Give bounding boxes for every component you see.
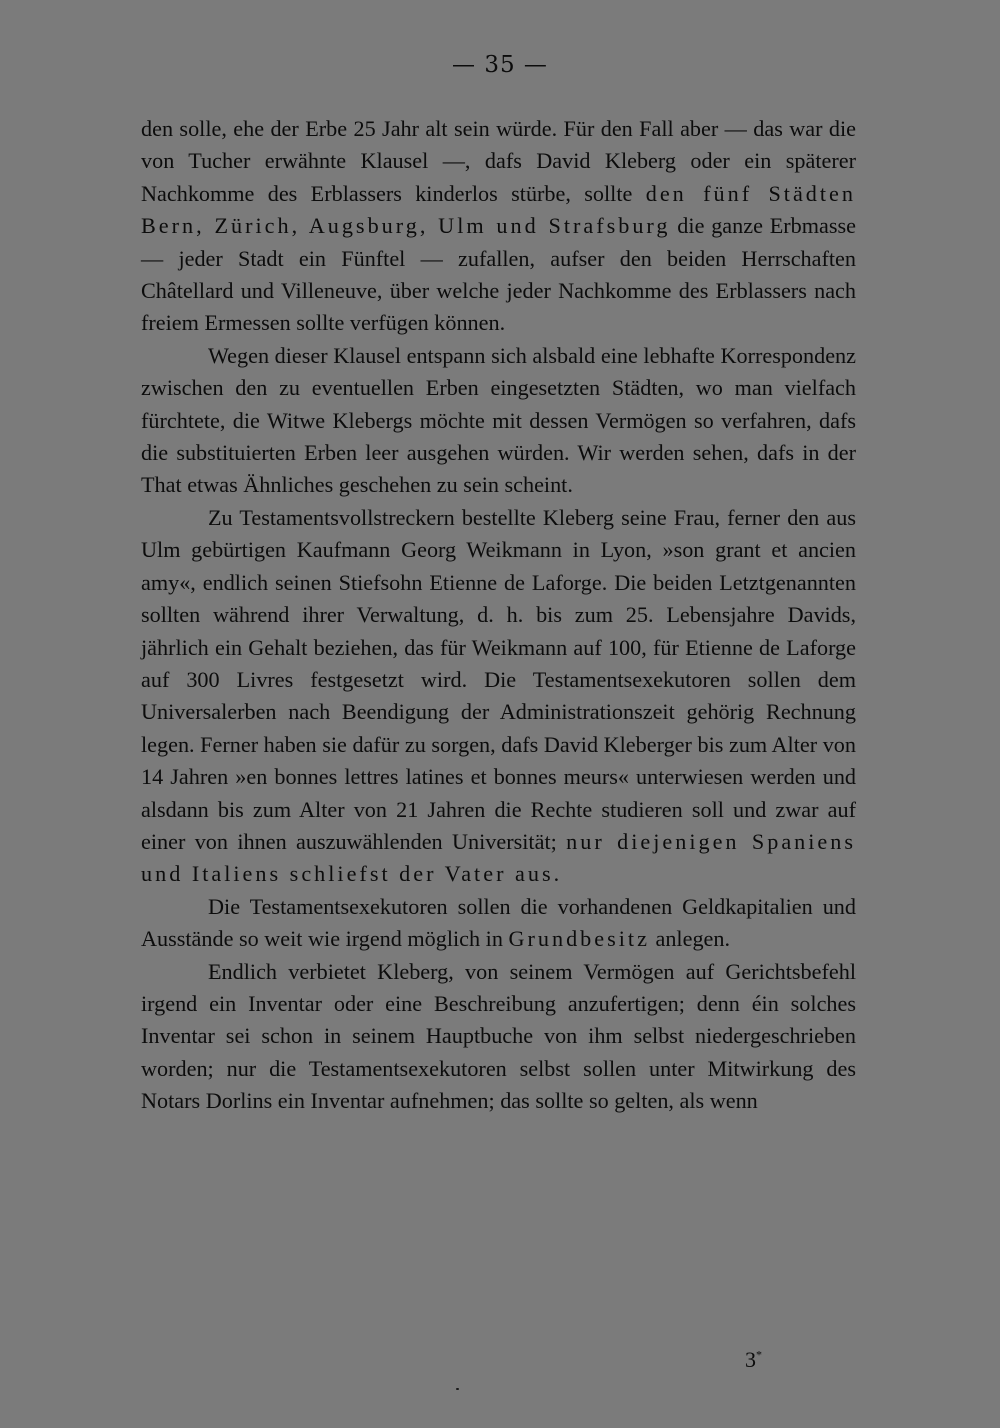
paragraph-1-text-continued: die ganze Erbmasse — jeder Stadt ein Fünftel — zufallen, aufser den beiden Herrschaften Châtellard und Villeneuve, über welche jeder Nachkomme des Erblassers nach freiem Ermessen sollte verfügen können. — [141, 213, 856, 336]
paragraph-2 — [141, 340, 856, 502]
paragraph-4-text-continued: anlegen. — [649, 926, 731, 952]
paragraph-2-text: Wegen dieser Klausel entspann sich alsbald eine lebhafte Korrespondenz zwischen den zu eventuellen Erben eingesetzten Städten, wo man vielfach fürchtete, die Witwe Klebergs möchte mit dessen Vermögen so verfahren, dafs die substituierten Erben leer ausgehen würden. Wir werden sehen, dafs in der That etwas Ähnliches geschehen zu sein scheint. — [141, 342, 856, 498]
paragraph-3 — [141, 502, 856, 891]
body-text — [141, 113, 856, 1118]
paragraph-1-text: den solle, ehe der Erbe 25 Jahr alt sein würde. Für den Fall aber — das war die von Tucher erwähnte Klausel —, dafs David Kleberg oder ein späterer Nachkomme des Erblassers kinderlos stürbe, sollte — [141, 116, 856, 206]
signature-number: 3 — [745, 1347, 756, 1372]
paragraph-1-emphasis: den fünf Städten Bern, Zürich, Augsburg, Ulm und Strafsburg — [141, 180, 856, 239]
paragraph-3-emphasis: nur diejenigen Spaniens und Italiens schliefst der Vater aus. — [141, 828, 857, 887]
paragraph-1 — [141, 113, 856, 340]
paragraph-3-text: Zu Testamentsvollstreckern bestellte Kleberg seine Frau, ferner den aus Ulm gebürtigen Kaufmann Georg Weikmann in Lyon, »son grant et ancien amy«, endlich seinen Stiefsohn Etienne de Laforge. Die beiden Letztgenannten sollten während ihrer Verwaltung, d. h. bis zum 25. Lebensjahre Davids, jährlich ein Gehalt beziehen, das für Weikmann auf 100, für Etienne de Laforge auf 300 Livres festgesetzt wird. Die Testamentsexekutoren sollen dem Universalerben nach Beendigung der Administrationszeit gehörig Rechnung legen. Ferner haben sie dafür zu sorgen, dafs David Kleberger bis zum Alter von 14 Jahren »en bonnes lettres latines et bonnes meurs« unterwiesen werden und alsdann bis zum Alter von 21 Jahren die Rechte studieren soll und zwar auf einer von ihnen auszuwählenden Universität; — [141, 504, 856, 854]
page-number: — 35 — — [452, 52, 548, 78]
paragraph-4-text: Die Testamentsexekutoren sollen die vorhandenen Geldkapitalien und Ausstände so weit wie irgend möglich in — [141, 893, 856, 952]
paragraph-5-text: Endlich verbietet Kleberg, von seinem Vermögen auf Gerichtsbefehl irgend ein Inventar oder eine Beschreibung anzufertigen; denn éin solches Inventar sei schon in seinem Hauptbuche von ihm selbst niedergeschrieben worden; nur die Testamentsexekutoren selbst sollen unter Mitwirkung des Notars Dorlins ein Inventar aufnehmen; das sollte so gelten, als wenn — [141, 958, 856, 1114]
signature-star: * — [756, 1347, 762, 1362]
print-speck — [456, 1388, 459, 1390]
paragraph-5 — [141, 956, 856, 1118]
paragraph-4-emphasis: Grundbesitz — [508, 926, 650, 952]
paragraph-4 — [141, 891, 856, 956]
signature-mark — [745, 1347, 762, 1373]
